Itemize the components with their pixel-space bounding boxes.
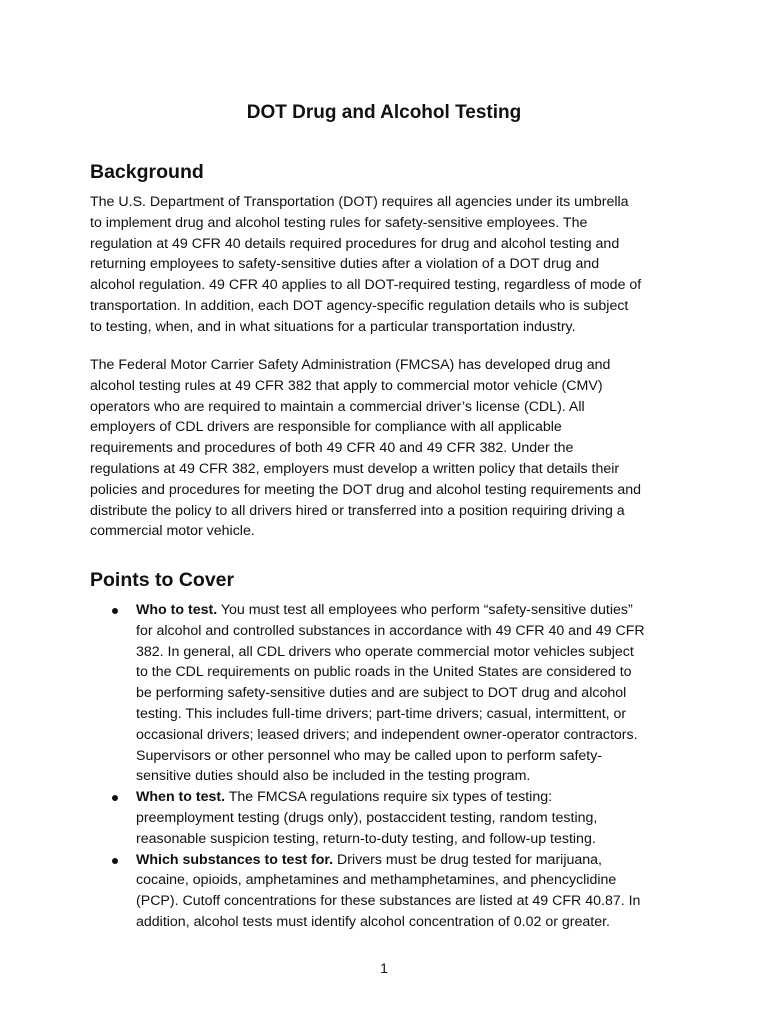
bullet-line: cocaine, opioids, amphetamines and methamphetamines, and phencyclidine xyxy=(136,872,617,889)
bullet-line: preemployment testing (drugs only), postaccident testing, random testing, xyxy=(136,809,598,826)
bullet-line: addition, alcohol tests must identify alcohol concentration of 0.02 or greater. xyxy=(136,913,610,930)
bullet-label: Which substances to test for. xyxy=(136,851,334,868)
bullet-line: be performing safety-sensitive duties and are subject to DOT drug and alcohol xyxy=(136,685,627,702)
paragraph-line: to implement drug and alcohol testing rules for safety-sensitive employees. The xyxy=(90,214,588,231)
bullet-text: You must test all employees who perform “safety-sensitive duties” xyxy=(217,602,633,618)
bullet-line: testing. This includes full-time drivers; part-time drivers; casual, intermittent, or xyxy=(136,705,627,722)
page-number: 1 xyxy=(380,960,388,976)
document-title: DOT Drug and Alcohol Testing xyxy=(246,102,522,123)
bullet-line: sensitive duties should also be included in the testing program. xyxy=(136,768,531,785)
paragraph-line: employers of CDL drivers are responsible for compliance with all applicable xyxy=(90,419,562,436)
bullet-icon xyxy=(112,795,118,801)
paragraph-line: regulations at 49 CFR 382, employers must develop a written policy that details their xyxy=(90,460,620,477)
list-item-who-to-test xyxy=(0,600,768,787)
background-paragraph-1 xyxy=(90,192,686,338)
bullet-first-line xyxy=(136,787,768,808)
bullet-line: reasonable suspicion testing, return-to-duty testing, and follow-up testing. xyxy=(136,830,596,847)
list-item-which-substances xyxy=(0,850,768,933)
bullet-line: occasional drivers; leased drivers; and independent owner-operator contractors. xyxy=(136,726,638,743)
paragraph-line: operators who are required to maintain a commercial driver’s license (CDL). All xyxy=(90,398,585,415)
background-paragraph-2 xyxy=(90,355,686,542)
list-item-when-to-test xyxy=(0,787,768,849)
paragraph-line: regulation at 49 CFR 40 details required procedures for drug and alcohol testing and xyxy=(90,235,620,252)
bullet-icon xyxy=(112,608,118,614)
bullet-line: for alcohol and controlled substances in accordance with 49 CFR 40 and 49 CFR xyxy=(136,622,645,639)
bullet-line: (PCP). Cutoff concentrations for these substances are listed at 49 CFR 40.87. In xyxy=(136,893,641,910)
bullet-line: Supervisors or other personnel who may be called upon to perform safety- xyxy=(136,747,603,764)
paragraph-line: policies and procedures for meeting the DOT drug and alcohol testing requirements and xyxy=(90,481,642,498)
bullet-icon xyxy=(112,858,118,864)
paragraph-line: The U.S. Department of Transportation (DOT) requires all agencies under its umbrella xyxy=(90,194,629,210)
paragraph-line: commercial motor vehicle. xyxy=(90,523,255,540)
bullet-first-line xyxy=(136,850,768,871)
background-heading: Background xyxy=(90,161,204,183)
paragraph-line: returning employees to safety-sensitive duties after a violation of a DOT drug and xyxy=(90,256,600,273)
paragraph-line: requirements and procedures of both 49 CFR 40 and 49 CFR 382. Under the xyxy=(90,440,574,457)
bullet-first-line xyxy=(136,600,768,621)
paragraph-line: transportation. In addition, each DOT agency-specific regulation details who is subject xyxy=(90,297,629,314)
paragraph-line: The Federal Motor Carrier Safety Administration (FMCSA) has developed drug and xyxy=(90,357,611,373)
paragraph-line: distribute the policy to all drivers hired or transferred into a position requiring driving a xyxy=(90,502,625,519)
points-heading: Points to Cover xyxy=(90,569,235,591)
paragraph-line: to testing, when, and in what situations for a particular transportation industry. xyxy=(90,318,576,335)
bullet-text: Drivers must be drug tested for marijuana, xyxy=(333,851,602,868)
bullet-line: 382. In general, all CDL drivers who operate commercial motor vehicles subject xyxy=(136,643,634,660)
bullet-label: Who to test. xyxy=(136,602,218,618)
bullet-label: When to test. xyxy=(136,789,226,806)
points-list xyxy=(0,600,768,933)
paragraph-line: alcohol regulation. 49 CFR 40 applies to all DOT-required testing, regardless of mode of xyxy=(90,277,642,294)
paragraph-line: alcohol testing rules at 49 CFR 382 that apply to commercial motor vehicle (CMV) xyxy=(90,377,603,394)
bullet-text: The FMCSA regulations require six types of testing: xyxy=(225,789,553,806)
bullet-line: to the CDL requirements on public roads in the United States are considered to xyxy=(136,664,632,681)
